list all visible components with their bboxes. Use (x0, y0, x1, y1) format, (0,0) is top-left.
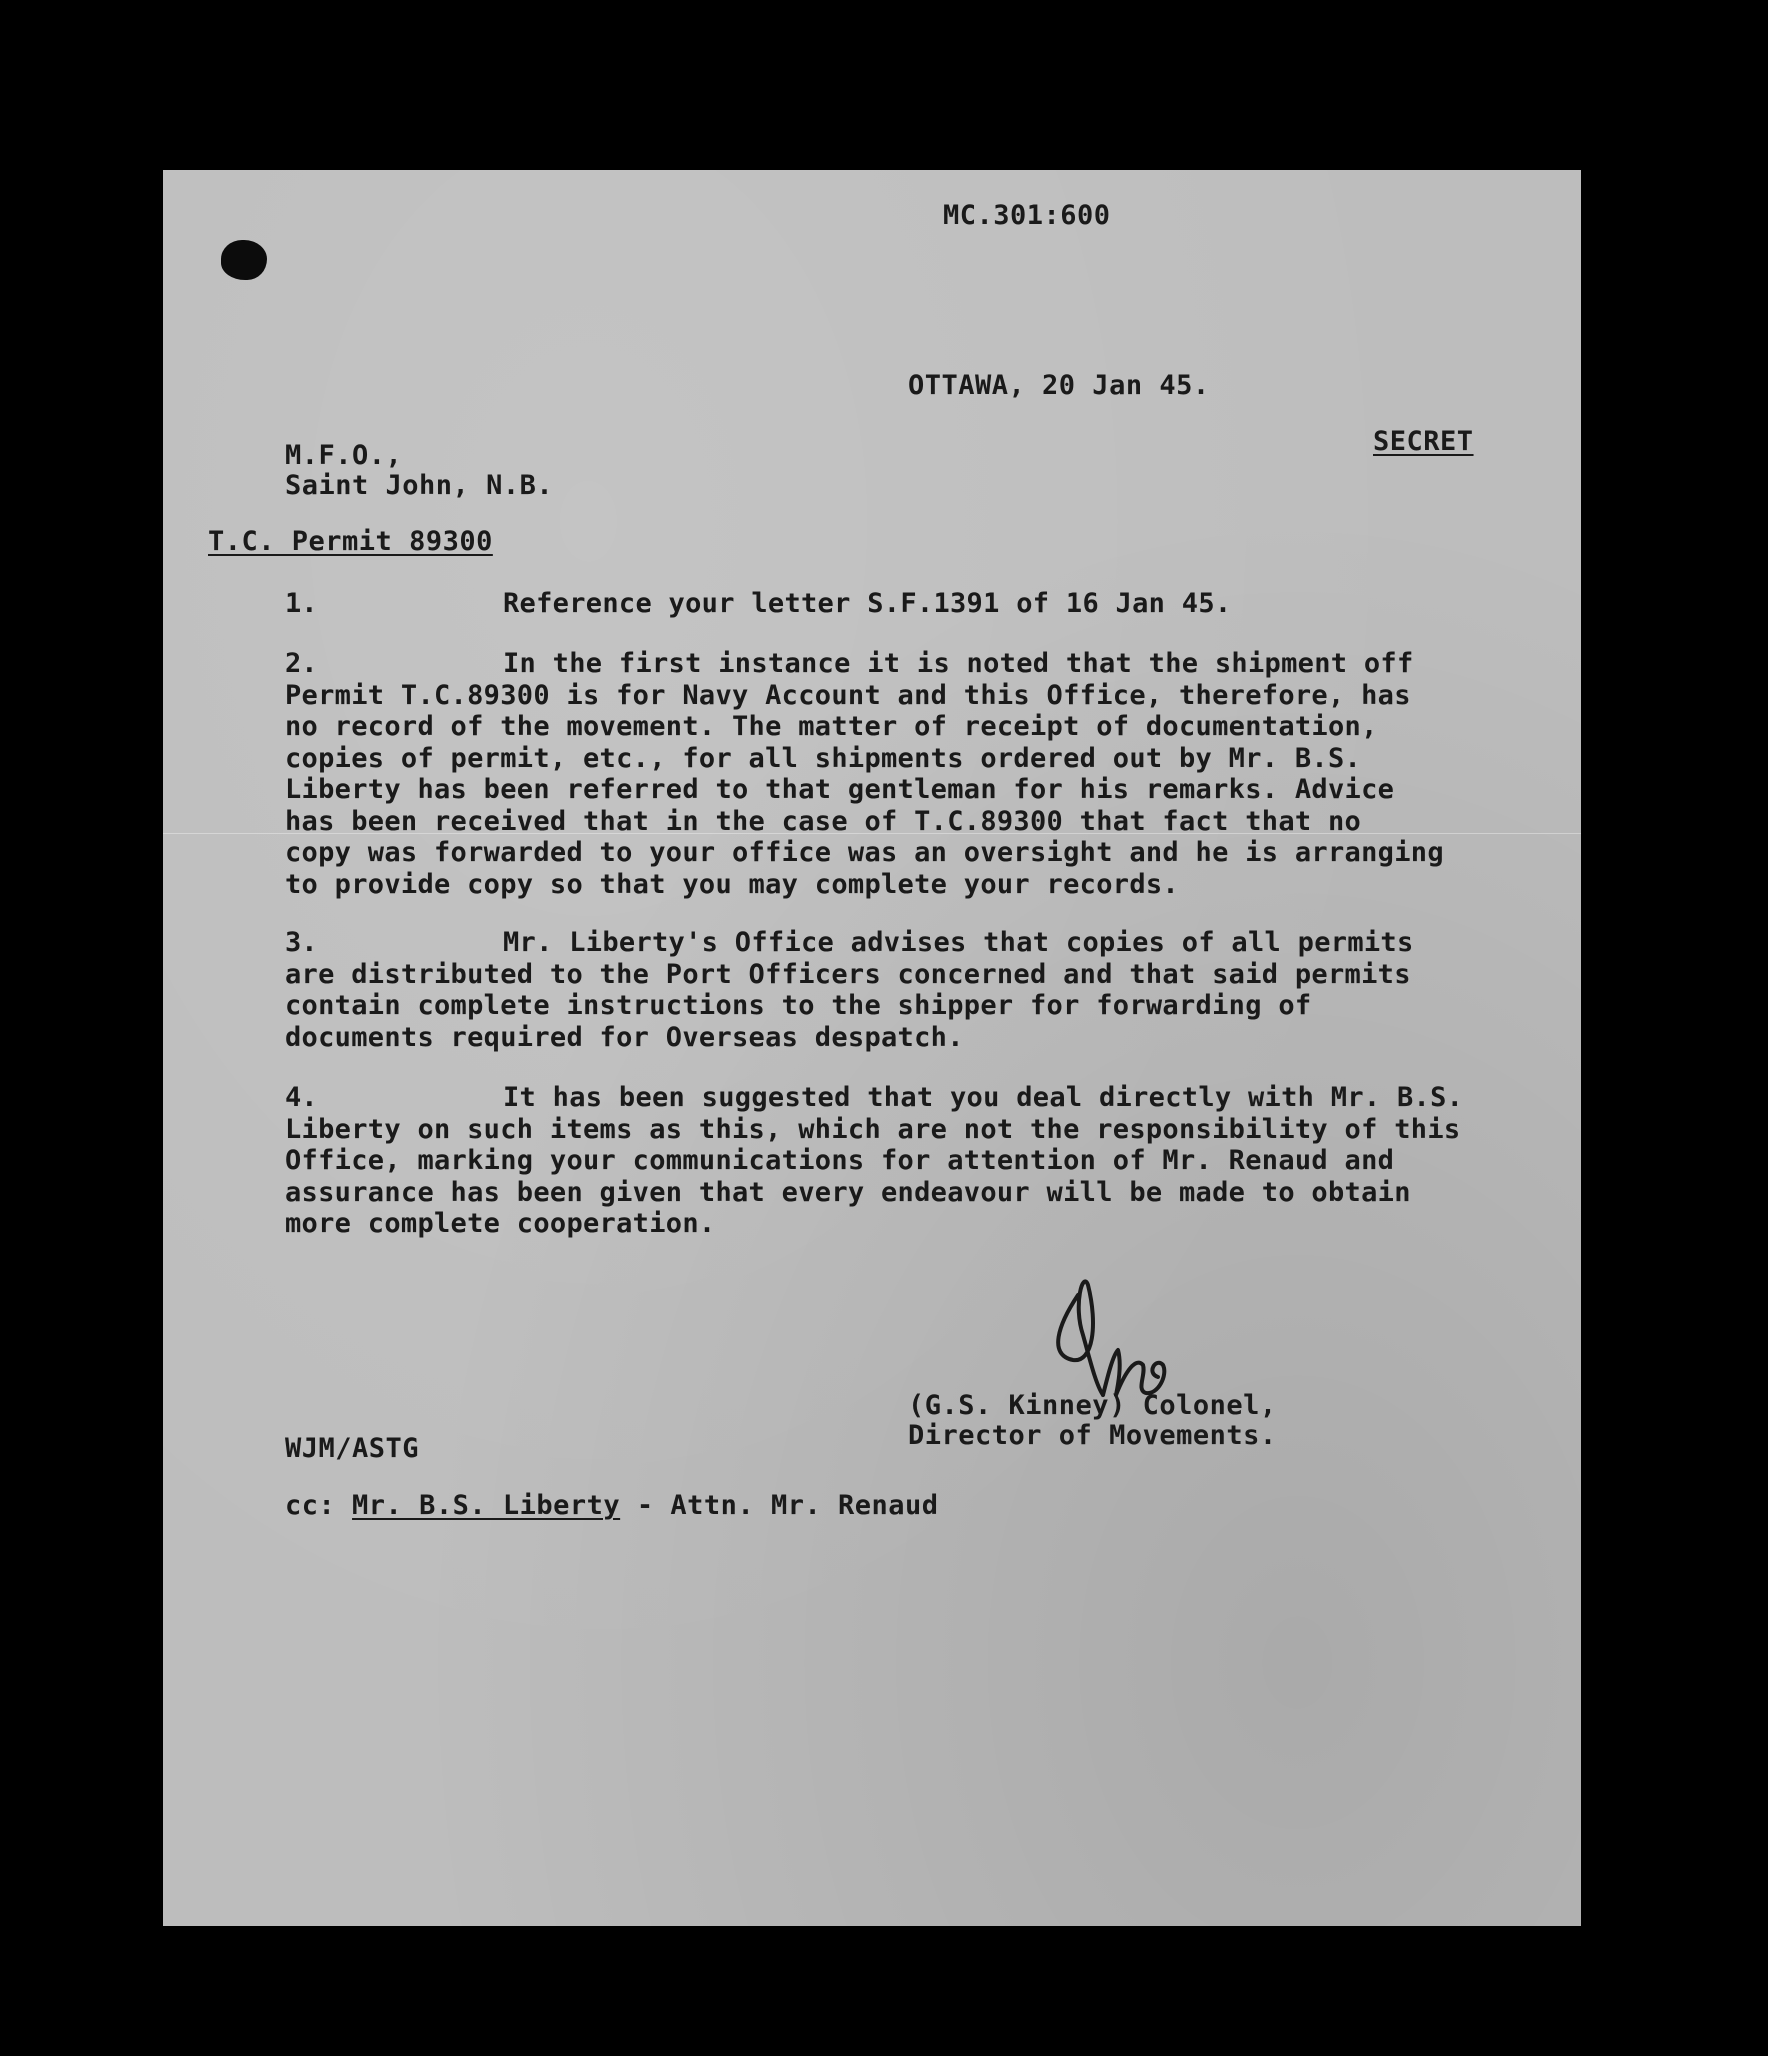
paragraph-1-number: 1. (285, 588, 318, 619)
cc-line (285, 1490, 939, 1522)
signatory-name: (G.S. Kinney) Colonel, (908, 1390, 1277, 1421)
paragraph-2-number: 2. (285, 648, 318, 679)
paragraph-3-number: 3. (285, 927, 318, 958)
addressee-line1: M.F.O., (285, 440, 403, 471)
cc-recipient: Mr. B.S. Liberty (352, 1490, 621, 1521)
addressee-line2: Saint John, N.B. (285, 470, 554, 501)
paragraph-3-text: Mr. Liberty's Office advises that copies of all permits are distributed to the Port Officers concerned and that said permits contain complete instructions to the shipper for forwarding of documents required for Overseas despatch. (285, 927, 1414, 1053)
paragraph-1-text: Reference your letter S.F.1391 of 16 Jan 45. (503, 588, 1232, 619)
file-number: MC.301:600 (943, 200, 1111, 231)
punch-hole (221, 240, 267, 280)
paragraph-4-number: 4. (285, 1082, 318, 1113)
paragraph-2-text: In the first instance it is noted that the shipment off Permit T.C.89300 is for Navy Account and this Office, therefore, has no record of the movement. The matter of receipt of documentation, copies of permit, etc., for all shipments ordered out by Mr. B.S. Liberty has been referred to that gentleman for his remarks. Advice has been received that in the case of T.C.89300 that fact that no copy was forwarded to your office was an oversight and he is arranging to provide copy so that you may complete your records. (285, 648, 1444, 900)
letter-page (163, 170, 1581, 1926)
subject-line: T.C. Permit 89300 (208, 526, 493, 557)
cc-prefix: cc: (285, 1490, 336, 1521)
signatory-title: Director of Movements. (908, 1420, 1277, 1451)
cc-suffix: - Attn. Mr. Renaud (636, 1490, 939, 1521)
place-date: OTTAWA, 20 Jan 45. (908, 370, 1210, 401)
paragraph-4-text: It has been suggested that you deal directly with Mr. B.S. Liberty on such items as this, which are not the responsibility of this Office, marking your communications for attention of Mr. Renaud and assurance has been given that every endeavour will be made to obtain more complete cooperation. (285, 1082, 1464, 1239)
classification-label: SECRET (1373, 426, 1474, 457)
reference-initials: WJM/ASTG (285, 1433, 420, 1464)
